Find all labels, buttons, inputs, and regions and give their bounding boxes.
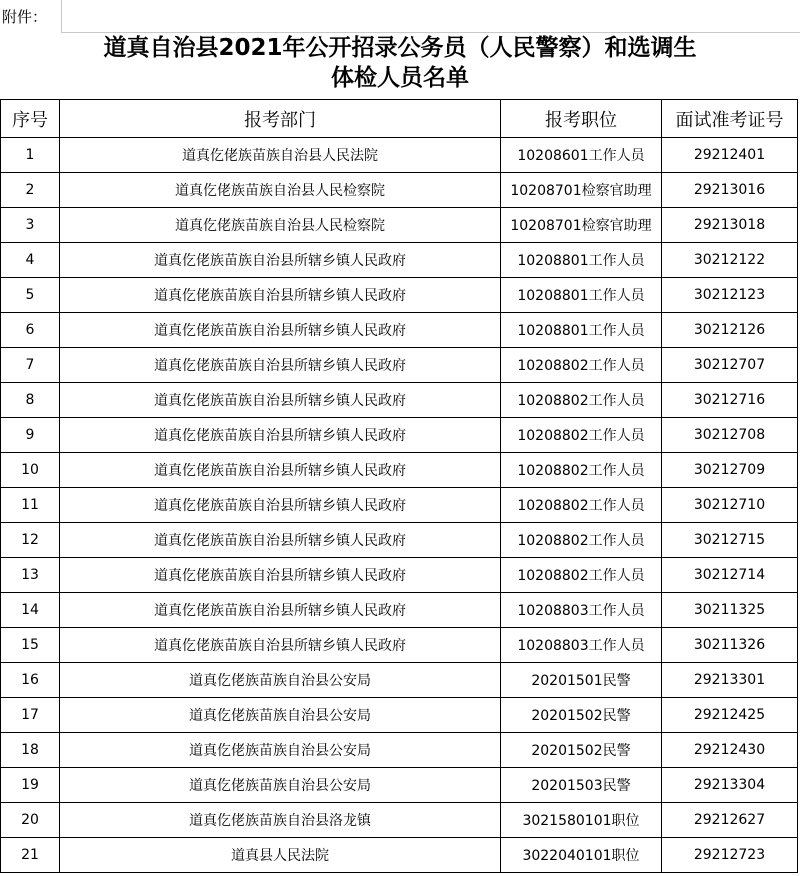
cell-position[interactable]: 10208802工作人员 xyxy=(501,558,662,593)
table-row xyxy=(1,663,798,698)
cell-number[interactable]: 14 xyxy=(1,593,60,628)
cell-exam-id[interactable]: 29212627 xyxy=(662,803,798,838)
table-row xyxy=(1,698,798,733)
table-header-row xyxy=(1,100,798,138)
cell-number[interactable]: 7 xyxy=(1,348,60,383)
cell-position[interactable]: 3022040101职位 xyxy=(501,838,662,873)
title-line-1: 道真自治县2021年公开招录公务员（人民警察）和选调生 xyxy=(103,35,697,61)
cell-exam-id[interactable]: 29213301 xyxy=(662,663,798,698)
cell-exam-id[interactable]: 29213018 xyxy=(662,208,798,243)
cell-exam-id[interactable]: 29212723 xyxy=(662,838,798,873)
cell-department[interactable]: 道真仡佬族苗族自治县人民法院 xyxy=(60,138,501,173)
cell-exam-id[interactable]: 29212401 xyxy=(662,138,798,173)
table-row xyxy=(1,838,798,873)
cell-department[interactable]: 道真仡佬族苗族自治县公安局 xyxy=(60,768,501,803)
table-row xyxy=(1,593,798,628)
cell-number[interactable]: 3 xyxy=(1,208,60,243)
header-cell-position[interactable]: 报考职位 xyxy=(501,100,662,138)
table-row xyxy=(1,138,798,173)
cell-department[interactable]: 道真仡佬族苗族自治县所辖乡镇人民政府 xyxy=(60,523,501,558)
cell-number[interactable]: 15 xyxy=(1,628,60,663)
cell-position[interactable]: 10208803工作人员 xyxy=(501,628,662,663)
cell-exam-id[interactable]: 30212716 xyxy=(662,383,798,418)
cell-department[interactable]: 道真仡佬族苗族自治县所辖乡镇人民政府 xyxy=(60,488,501,523)
cell-department[interactable]: 道真仡佬族苗族自治县所辖乡镇人民政府 xyxy=(60,453,501,488)
cell-department[interactable]: 道真仡佬族苗族自治县所辖乡镇人民政府 xyxy=(60,383,501,418)
cell-position[interactable]: 20201502民警 xyxy=(501,733,662,768)
table-row xyxy=(1,418,798,453)
cell-number[interactable]: 11 xyxy=(1,488,60,523)
table-row xyxy=(1,243,798,278)
table-row xyxy=(1,453,798,488)
cell-number[interactable]: 1 xyxy=(1,138,60,173)
table-body xyxy=(1,138,798,873)
cell-exam-id[interactable]: 30212126 xyxy=(662,313,798,348)
cell-exam-id[interactable]: 30212122 xyxy=(662,243,798,278)
cell-department[interactable]: 道真仡佬族苗族自治县公安局 xyxy=(60,733,501,768)
table-row xyxy=(1,278,798,313)
table-row xyxy=(1,208,798,243)
cell-department[interactable]: 道真仡佬族苗族自治县所辖乡镇人民政府 xyxy=(60,593,501,628)
cell-number[interactable]: 13 xyxy=(1,558,60,593)
table-row xyxy=(1,803,798,838)
cell-position[interactable]: 10208802工作人员 xyxy=(501,523,662,558)
cell-exam-id[interactable]: 30212708 xyxy=(662,418,798,453)
cell-exam-id[interactable]: 30212714 xyxy=(662,558,798,593)
table-row xyxy=(1,628,798,663)
cell-exam-id[interactable]: 29212430 xyxy=(662,733,798,768)
cell-number[interactable]: 6 xyxy=(1,313,60,348)
cell-number[interactable]: 4 xyxy=(1,243,60,278)
cell-exam-id[interactable]: 30212710 xyxy=(662,488,798,523)
table-row xyxy=(1,523,798,558)
table-row xyxy=(1,348,798,383)
cell-exam-id[interactable]: 29212425 xyxy=(662,698,798,733)
cell-exam-id[interactable]: 29213016 xyxy=(662,173,798,208)
attachment-row xyxy=(0,0,800,33)
header-cell-exam-id[interactable]: 面试准考证号 xyxy=(662,100,798,138)
document-title xyxy=(0,33,800,99)
cell-position[interactable]: 10208801工作人员 xyxy=(501,313,662,348)
cell-department[interactable]: 道真仡佬族苗族自治县洛龙镇 xyxy=(60,803,501,838)
cell-position[interactable]: 10208802工作人员 xyxy=(501,488,662,523)
cell-position[interactable]: 20201502民警 xyxy=(501,698,662,733)
title-line-2: 体检人员名单 xyxy=(331,65,469,91)
cell-position[interactable]: 10208802工作人员 xyxy=(501,453,662,488)
cell-department[interactable]: 道真仡佬族苗族自治县人民检察院 xyxy=(60,173,501,208)
cell-position[interactable]: 10208803工作人员 xyxy=(501,593,662,628)
cell-department[interactable]: 道真仡佬族苗族自治县所辖乡镇人民政府 xyxy=(60,558,501,593)
cell-position[interactable]: 3021580101职位 xyxy=(501,803,662,838)
cell-position[interactable]: 10208701检察官助理 xyxy=(501,208,662,243)
cell-exam-id[interactable]: 29213304 xyxy=(662,768,798,803)
table-row xyxy=(1,313,798,348)
cell-number[interactable]: 18 xyxy=(1,733,60,768)
cell-department[interactable]: 道真仡佬族苗族自治县所辖乡镇人民政府 xyxy=(60,278,501,313)
table-row xyxy=(1,558,798,593)
cell-exam-id[interactable]: 30212707 xyxy=(662,348,798,383)
cell-number[interactable]: 8 xyxy=(1,383,60,418)
cell-number[interactable]: 10 xyxy=(1,453,60,488)
attachment-empty-cell[interactable] xyxy=(61,0,800,33)
cell-position[interactable]: 10208802工作人员 xyxy=(501,348,662,383)
attachment-label: 附件： xyxy=(2,8,48,26)
table-row xyxy=(1,383,798,418)
cell-exam-id[interactable]: 30212709 xyxy=(662,453,798,488)
cell-position[interactable]: 10208801工作人员 xyxy=(501,243,662,278)
table-row xyxy=(1,173,798,208)
cell-number[interactable]: 20 xyxy=(1,803,60,838)
cell-number[interactable]: 21 xyxy=(1,838,60,873)
cell-number[interactable]: 17 xyxy=(1,698,60,733)
header-cell-department[interactable]: 报考部门 xyxy=(60,100,501,138)
cell-position[interactable]: 10208802工作人员 xyxy=(501,383,662,418)
cell-exam-id[interactable]: 30211325 xyxy=(662,593,798,628)
cell-department[interactable]: 道真仡佬族苗族自治县人民检察院 xyxy=(60,208,501,243)
cell-department[interactable]: 道真仡佬族苗族自治县所辖乡镇人民政府 xyxy=(60,313,501,348)
cell-department[interactable]: 道真仡佬族苗族自治县所辖乡镇人民政府 xyxy=(60,243,501,278)
candidate-table xyxy=(0,99,798,873)
cell-number[interactable]: 2 xyxy=(1,173,60,208)
cell-number[interactable]: 16 xyxy=(1,663,60,698)
table-row xyxy=(1,488,798,523)
cell-position[interactable]: 10208802工作人员 xyxy=(501,418,662,453)
cell-exam-id[interactable]: 30212123 xyxy=(662,278,798,313)
header-cell-number[interactable]: 序号 xyxy=(1,100,60,138)
cell-position[interactable]: 10208801工作人员 xyxy=(501,278,662,313)
cell-number[interactable]: 12 xyxy=(1,523,60,558)
cell-number[interactable]: 5 xyxy=(1,278,60,313)
cell-position[interactable]: 10208601工作人员 xyxy=(501,138,662,173)
cell-position[interactable]: 20201503民警 xyxy=(501,768,662,803)
cell-department[interactable]: 道真仡佬族苗族自治县公安局 xyxy=(60,698,501,733)
cell-department[interactable]: 道真仡佬族苗族自治县所辖乡镇人民政府 xyxy=(60,418,501,453)
cell-department[interactable]: 道真仡佬族苗族自治县公安局 xyxy=(60,663,501,698)
cell-department[interactable]: 道真县人民法院 xyxy=(60,838,501,873)
cell-exam-id[interactable]: 30212715 xyxy=(662,523,798,558)
cell-department[interactable]: 道真仡佬族苗族自治县所辖乡镇人民政府 xyxy=(60,348,501,383)
table-row xyxy=(1,768,798,803)
cell-position[interactable]: 20201501民警 xyxy=(501,663,662,698)
cell-exam-id[interactable]: 30211326 xyxy=(662,628,798,663)
cell-department[interactable]: 道真仡佬族苗族自治县所辖乡镇人民政府 xyxy=(60,628,501,663)
cell-number[interactable]: 19 xyxy=(1,768,60,803)
cell-number[interactable]: 9 xyxy=(1,418,60,453)
cell-position[interactable]: 10208701检察官助理 xyxy=(501,173,662,208)
table-row xyxy=(1,733,798,768)
